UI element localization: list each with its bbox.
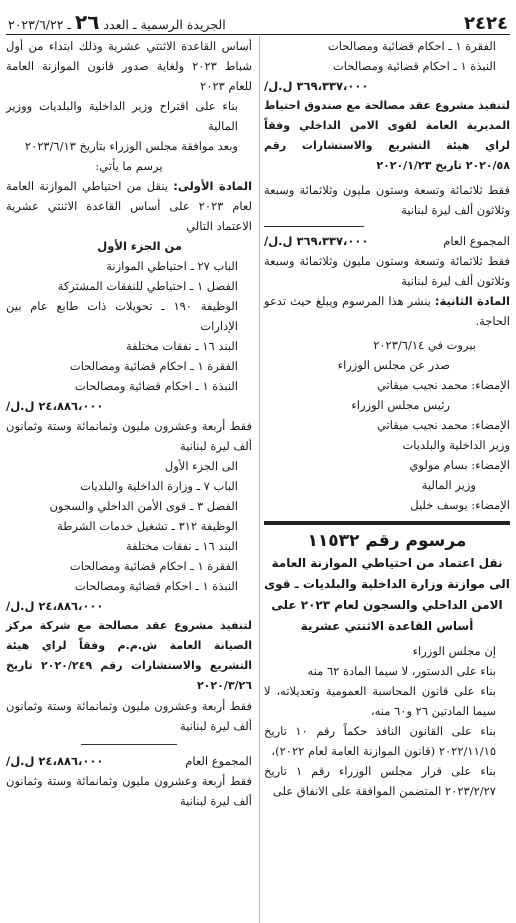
grand-total-row: [264, 231, 510, 251]
execution-heading-2: لتنفيذ مشروع عقد مصالحة مع شركة مركز الصيانة العامة ش.م.م وفقاً لراي هيئة التشريع والاستشارات رقم ٢٠٢٠/٢٤٩ تاريخ ٢٠٢٠/٣/٢٦: [6, 619, 252, 692]
page-number: ٢٤٢٤: [464, 13, 508, 34]
grand-total-label-left: المجموع العام: [185, 754, 252, 768]
divider-line-left: [81, 744, 177, 745]
paragraph-1-to: الفقرة ١ ـ احكام قضائية ومصالحات: [69, 559, 238, 573]
grand-total-words-left: فقط أربعة وعشرون مليون وثمانمائة وستة وثمانون ألف ليرة لبنانية: [6, 774, 252, 808]
proposal-text: بناء على اقتراح وزير الداخلية والبلديات ووزير المالية: [6, 99, 238, 133]
interior-minister-title: وزير الداخلية والبلديات: [402, 438, 510, 452]
grand-total-label: المجموع العام: [443, 234, 510, 248]
column-divider: [259, 36, 260, 923]
signature-interior: الإمضاء: بسام مولوي: [409, 458, 510, 472]
item-16-from: البند ١٦ ـ نفقات مختلفة: [125, 339, 238, 353]
text-columns: [6, 36, 510, 923]
paragraph-1-from: الفقرة ١ ـ احكام قضائية ومصالحات: [69, 359, 238, 373]
section-3: الفصل ٣ ـ قوى الأمن الداخلي والسجون: [49, 499, 238, 513]
grand-total-words: فقط ثلاثمائة وتسعة وستون مليون وثلاثمائة وسبعة وثلاثون ألف ليرة لبنانية: [264, 254, 510, 288]
running-head: [6, 10, 226, 34]
article-one-text: ينقل من احتياطي الموازنة العامة لعام ٢٠٢٣ على أساس القاعدة الاثنتي عشرية الاعتماد التالي: [6, 179, 252, 233]
based-on-accounting-law: بناء على قانون المحاسبة العمومية وتعديلاته، لا سيما المادتين ٢٦ و٦٠ منه،: [264, 684, 496, 718]
chapter-27: الباب ٢٧ ـ احتياطي الموازنة: [106, 259, 238, 273]
section-1: الفصل ١ ـ احتياطي للنفقات المشتركة: [57, 279, 238, 293]
grand-total-amount-left: ٢٤،٨٨٦،٠٠٠ ل.ل/: [6, 754, 104, 768]
article-two-text: ينشر هذا المرسوم ويبلغ حيث تدعو الحاجة.: [264, 294, 510, 328]
signature-pm: الإمضاء: محمد نجيب ميقاتي: [376, 418, 510, 432]
article-one-label: المادة الأولى:: [173, 179, 253, 193]
based-on-budget-law: بناء على القانون النافذ حكماً رقم ١٠ تاريخ ٢٠٢٢/١١/١٥ (قانون الموازنة العامة لعام ٢٠٢٢)،: [264, 724, 496, 758]
place-date: بيروت في ٢٠٢٣/٦/١٤: [373, 338, 476, 352]
execution-heading: لتنفيذ مشروع عقد مصالحة مع صندوق احتياط المديرية العامة لقوى الامن الداخلي وفقاً لراي هيئة التشريع والاستشارات رقم ٢٠٢٠/٥٨ تاريخ ٢٠٢٠/١/٢٣: [264, 99, 510, 172]
chapter-7: الباب ٧ ـ وزارة الداخلية والبلديات: [80, 479, 238, 493]
function-312: الوظيفة ٣١٢ ـ تشغيل خدمات الشرطة: [57, 519, 238, 533]
right-column: [264, 36, 510, 923]
issued-by: صدر عن مجلس الوزراء: [337, 358, 450, 372]
amount-top: ٣٦٩،٣٣٧،٠٠٠ ل.ل/: [264, 79, 369, 93]
signature-finance: الإمضاء: يوسف خليل: [410, 498, 510, 512]
decree-separator: [264, 521, 510, 525]
nabtha-1-to: النبذة ١ ـ احكام قضائية ومصالحات: [74, 579, 238, 593]
based-on-constitution: بناء على الدستور، لا سيما المادة ٦٢ منه: [307, 664, 496, 678]
pm-title: رئيس مجلس الوزراء: [351, 398, 450, 412]
council-line: إن مجلس الوزراء: [412, 644, 496, 658]
decree-number: مرسوم رقم ١١٥٣٢: [307, 531, 467, 551]
nabtha-line: النبذة ١ ـ احكام قضائية ومصالحات: [332, 59, 496, 73]
signature-president: الإمضاء: محمد نجيب ميقاتي: [376, 378, 510, 392]
grand-total-amount: ٣٦٩،٣٣٧،٠٠٠ ل.ل/: [264, 234, 369, 248]
amount-to-words: فقط أربعة وعشرون مليون وثمانمائة وستة وثمانون ألف ليرة لبنانية: [6, 699, 252, 733]
from-part: من الجزء الأول: [97, 239, 182, 253]
to-part: الى الجزء الأول: [164, 459, 238, 473]
amount-to: ٢٤،٨٨٦،٠٠٠ ل.ل/: [6, 599, 104, 613]
amount-in-words: فقط ثلاثمائة وتسعة وستون مليون وثلاثمائة وسبعة وثلاثون ألف ليرة لبنانية: [264, 183, 510, 217]
intro-text: أساس القاعدة الاثنتي عشرية وذلك ابتداء من أول شباط ٢٠٢٣ ولغاية صدور قانون الموازنة العامة للعام ٢٠٢٣: [6, 39, 253, 93]
issue-number: ٢٦: [75, 10, 100, 34]
item-16-to: البند ١٦ ـ نفقات مختلفة: [125, 539, 238, 553]
function-190: الوظيفة ١٩٠ ـ تحويلات ذات طابع عام بين الإدارات: [6, 299, 238, 333]
approval-text: وبعد موافقة مجلس الوزراء بتاريخ ٢٠٢٣/٦/١٣: [24, 139, 238, 153]
decree-title: نقل اعتماد من احتياطي الموازنة العامة الى موازنة وزارة الداخلية والبلديات ـ قوى الامن الداخلي والسجون لعام ٢٠٢٣ على أساس القاعدة الاثنتي عشرية: [264, 556, 510, 633]
page-header: [6, 6, 510, 35]
nabtha-1-from: النبذة ١ ـ احكام قضائية ومصالحات: [74, 379, 238, 393]
running-head-prefix: الجريدة الرسمية ـ العدد: [103, 17, 226, 32]
article-two-label: المادة الثانية:: [434, 294, 510, 308]
paragraph-line: الفقرة ١ ـ احكام قضائية ومصالحات: [327, 39, 496, 53]
finance-minister-title: وزير المالية: [421, 478, 476, 492]
issue-date: ـ ٢٠٢٣/٦/٢٢: [8, 17, 72, 32]
based-on-council-decision: بناء على قرار مجلس الوزراء رقم ١ تاريخ ٢٠٢٣/٢/٢٧ المتضمن الموافقة على الانفاق على: [264, 764, 496, 798]
grand-total-row-left: [6, 751, 252, 771]
left-column: [6, 36, 252, 923]
amount-from-words: فقط أربعة وعشرون مليون وثمانمائة وستة وثمانون ألف ليرة لبنانية: [6, 419, 252, 453]
amount-from: ٢٤،٨٨٦،٠٠٠ ل.ل/: [6, 399, 104, 413]
decrees-line: يرسم ما يأتي:: [95, 159, 163, 173]
divider-line: [264, 226, 364, 227]
